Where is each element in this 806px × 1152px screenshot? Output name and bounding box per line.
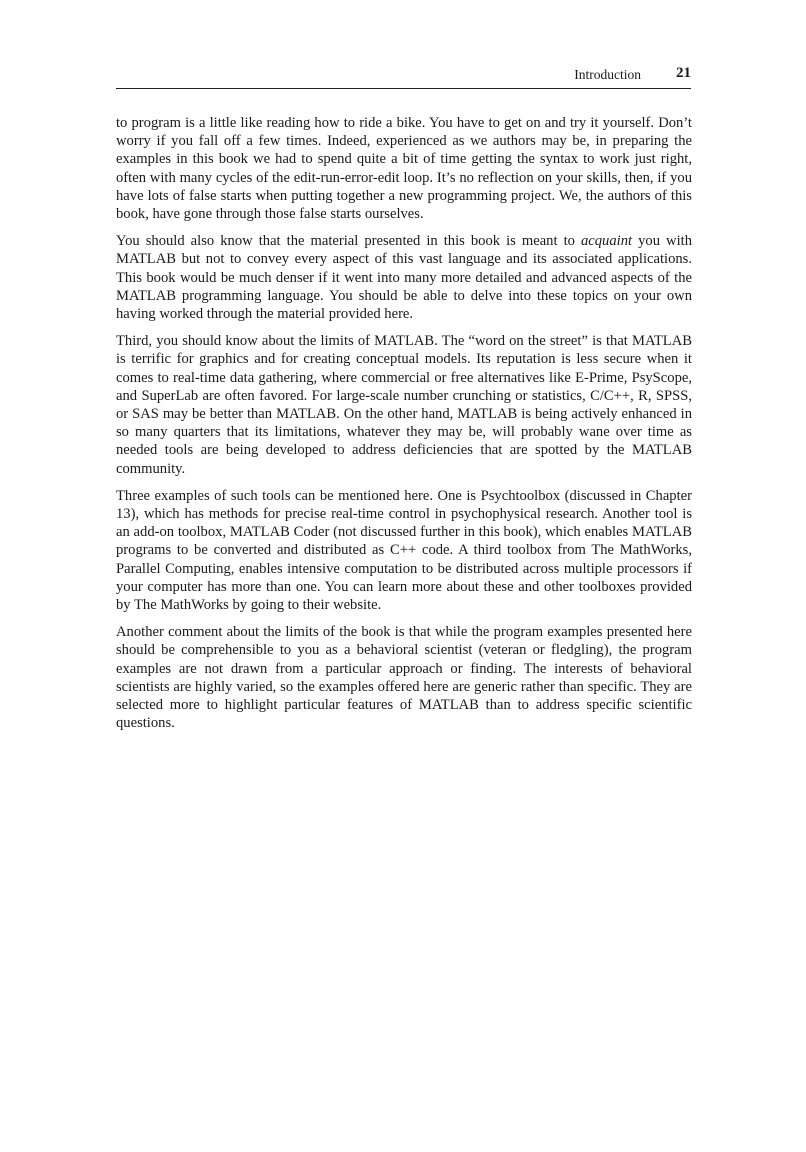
- paragraph-2-start: You should also know that the material presented in this book is meant to: [116, 233, 581, 250]
- paragraph-2-end: you with MATLAB but not to convey every aspect of this vast language and its associated applications. This book would be much denser if it went into many more detailed and advanced aspects of the MATLAB programming language. You should be able to delve into these topics on your own having worked through the material provided here.: [116, 233, 692, 323]
- emphasized-word: acquaint: [580, 233, 633, 250]
- paragraph-3: Third, you should know about the limits of MATLAB. The “word on the street” is that MATLAB is terrific for graphics and for creating conceptual models. Its reputation is less secure when it comes to real-time data gathering, where commercial or free alternatives like E-Prime, PsyScope, and SuperLab are often favored. For large-scale number crunching or statistics, C/C++, R, SPSS, or SAS may be better than MATLAB. On the other hand, MATLAB is being actively enhanced in so many quarters that its limitations, whatever they may be, will probably wane over time as needed tools are being developed to address deficiencies that are spotted by the MATLAB community.: [116, 333, 692, 477]
- paragraph-2: [116, 232, 692, 323]
- page-number: 21: [676, 65, 691, 81]
- section-title: Introduction: [574, 67, 641, 82]
- paragraph-1: to program is a little like reading how to ride a bike. You have to get on and try it yourself. Don’t worry if you fall off a few times. Indeed, experienced as we authors may be, in preparing the examples in this book we had to spend quite a bit of time getting the syntax to work just right, often with many cycles of the edit-run-error-edit loop. It’s no reflection on your skills, then, if you have lots of false starts when putting together a new programming project. We, the authors of this book, have gone through those false starts ourselves.: [116, 115, 692, 223]
- body-text: [116, 114, 692, 742]
- paragraph-4: Three examples of such tools can be mentioned here. One is Psychtoolbox (discussed in Chapter 13), which has methods for precise real-time control in psychophysical research. Another tool is an add-on toolbox, MATLAB Coder (not discussed further in this book), which enables MATLAB programs to be converted and distributed as C++ code. A third toolbox from The MathWorks, Parallel Computing, enables intensive computation to be distributed across multiple processors if your computer has more than one. You can learn more about these and other toolboxes provided by The MathWorks by going to their website.: [116, 487, 692, 614]
- paragraph-5: Another comment about the limits of the book is that while the program examples presented here should be comprehensible to you as a behavioral scientist (veteran or fledgling), the program examples are not drawn from a particular approach or finding. The interests of behavioral scientists are highly varied, so the examples offered here are generic rather than specific. They are selected more to highlight particular features of MATLAB than to address specific scientific questions.: [116, 624, 692, 732]
- running-header: [116, 64, 691, 89]
